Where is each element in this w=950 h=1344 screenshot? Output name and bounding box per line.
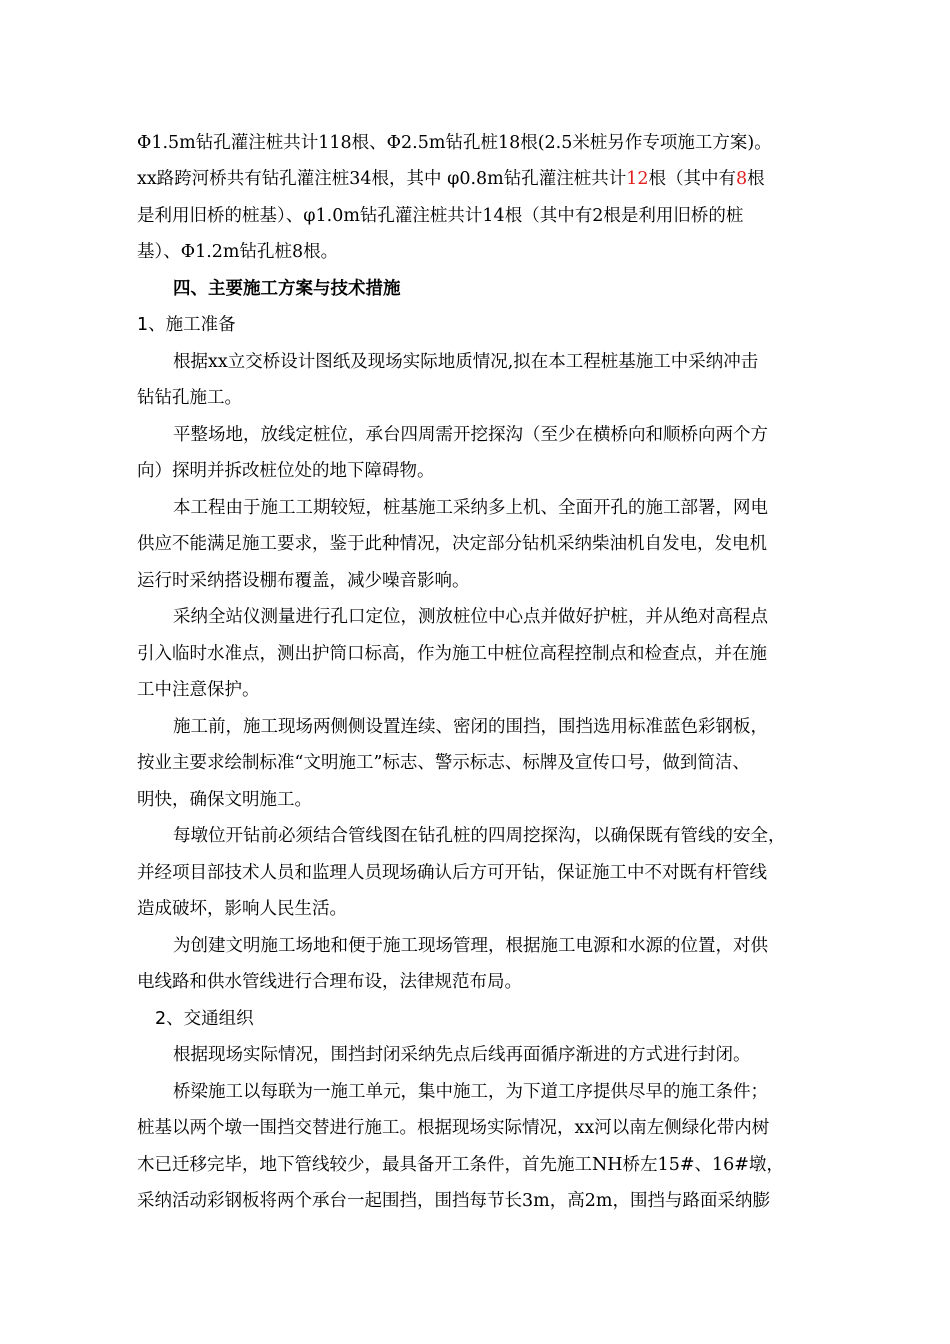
text-line: 向）探明并拆改桩位处的地下障碍物。	[137, 461, 435, 481]
section-heading: 四、主要施工方案与技术措施	[173, 279, 401, 299]
text-line: 按业主要求绘制标准“文明施工”标志、警示标志、标牌及宣传口号，做到简洁、	[137, 753, 750, 773]
text-line: 明快，确保文明施工。	[137, 790, 312, 810]
text-line: 木已迁移完毕，地下管线较少，最具备开工条件，首先施工NH桥左15#、16#墩，	[137, 1155, 784, 1175]
highlight-number: 8	[736, 169, 748, 189]
text-line: 钻钻孔施工。	[137, 388, 242, 408]
text-line: 桩基以两个墩一围挡交替进行施工。根据现场实际情况，xx河以南左侧绿化带内树	[137, 1118, 770, 1138]
text-line: 采纳活动彩钢板将两个承台一起围挡，围挡每节长3m，高2m，围挡与路面采纳膨	[137, 1191, 770, 1211]
text-line: 为创建文明施工场地和便于施工现场管理，根据施工电源和水源的位置，对供	[173, 936, 768, 956]
text-line: 是利用旧桥的桩基）、φ1.0m钻孔灌注桩共计14根（其中有2根是利用旧桥的桩	[137, 206, 744, 226]
text-line: 基）、Φ1.2m钻孔桩8根。	[137, 242, 339, 262]
subsection-heading: 2、交通组织	[155, 1009, 254, 1029]
text-line: 桥梁施工以每联为一施工单元，集中施工，为下道工序提供尽早的施工条件；	[173, 1082, 768, 1102]
text-line	[137, 167, 765, 191]
text-line: 施工前，施工现场两侧侧设置连续、密闭的围挡，围挡选用标准蓝色彩钢板，	[173, 717, 768, 737]
text-line: 每墩位开钻前必须结合管线图在钻孔桩的四周挖探沟，以确保既有管线的安全，	[173, 826, 786, 846]
text-segment: 根	[747, 169, 765, 189]
text-line: 造成破坏，影响人民生活。	[137, 899, 347, 919]
text-line: 根据xx立交桥设计图纸及现场实际地质情况,拟在本工程桩基施工中采纳冲击	[173, 352, 759, 372]
highlight-number: 12	[626, 169, 649, 189]
text-segment: 根（其中有	[648, 169, 737, 189]
text-line: 工中注意保护。	[137, 680, 260, 700]
text-line: 运行时采纳搭设棚布覆盖，减少噪音影响。	[137, 571, 470, 591]
text-line: 平整场地，放线定桩位，承台四周需开挖探沟（至少在横桥向和顺桥向两个方	[173, 425, 768, 445]
subsection-heading: 1、施工准备	[137, 315, 236, 335]
text-line: 根据现场实际情况，围挡封闭采纳先点后线再面循序渐进的方式进行封闭。	[173, 1045, 751, 1065]
text-line: 电线路和供水管线进行合理布设，法律规范布局。	[137, 972, 522, 992]
text-segment: xx路跨河桥共有钻孔灌注桩34根，其中 φ0.8m钻孔灌注桩共计	[137, 169, 627, 189]
text-line: 引入临时水准点，测出护筒口标高，作为施工中桩位高程控制点和检查点，并在施	[137, 644, 767, 664]
text-line: 供应不能满足施工要求，鉴于此种情况，决定部分钻机采纳柴油机自发电，发电机	[137, 534, 767, 554]
text-line: 并经项目部技术人员和监理人员现场确认后方可开钻，保证施工中不对既有杆管线	[137, 863, 767, 883]
text-line: 本工程由于施工工期较短，桩基施工采纳多上机、全面开孔的施工部署，网电	[173, 498, 768, 518]
text-line: 采纳全站仪测量进行孔口定位，测放桩位中心点并做好护桩，并从绝对高程点	[173, 607, 768, 627]
text-line: Φ1.5m钻孔灌注桩共计118根、Φ2.5m钻孔桩18根(2.5米桩另作专项施工方案)。	[137, 133, 772, 153]
